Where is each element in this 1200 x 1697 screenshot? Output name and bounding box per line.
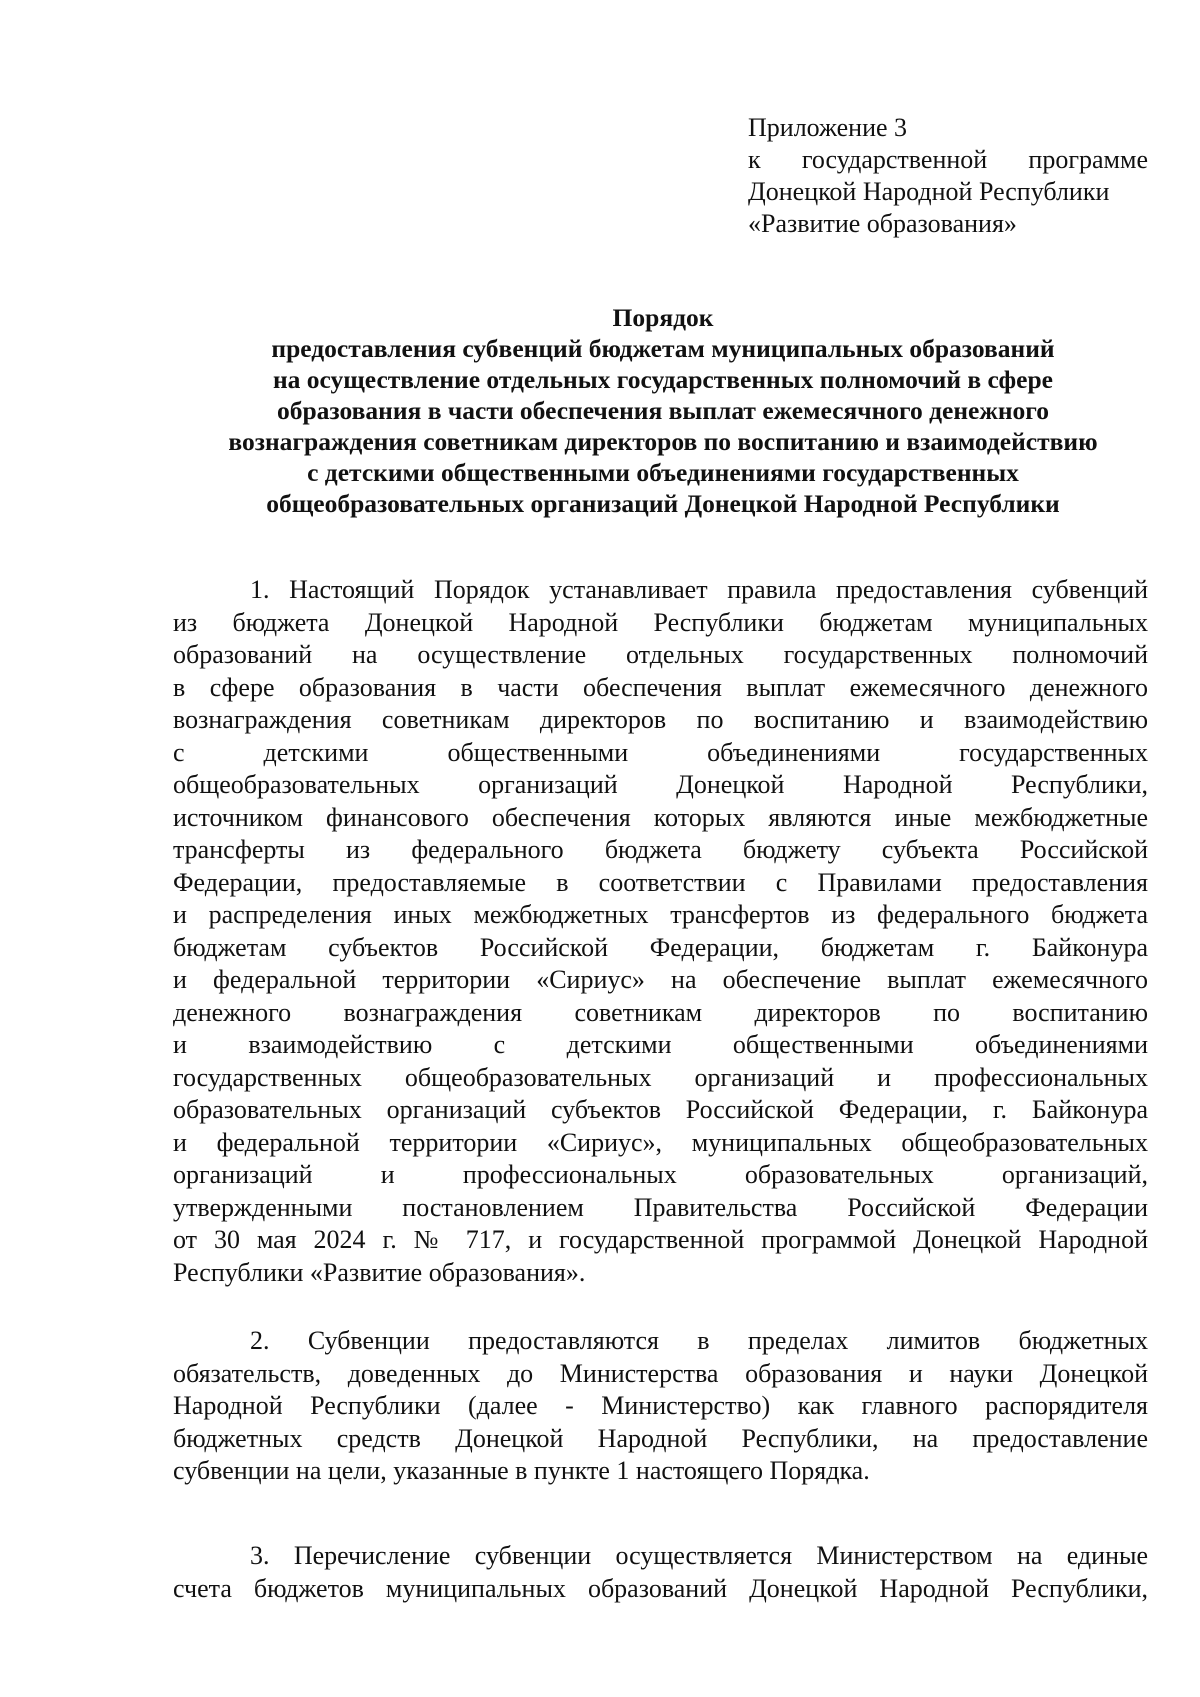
appendix-header [748, 112, 1148, 240]
paragraph-line: в сфере образования в части обеспечения выплат ежемесячного денежного [173, 672, 1148, 702]
paragraph-line: и распределения иных межбюджетных трансфертов из федерального бюджета [173, 900, 1148, 929]
paragraph-line: Республики «Развитие образования». [173, 1257, 586, 1287]
paragraph-line: организаций и профессиональных образовательных организаций, [173, 1160, 1148, 1189]
paragraph-line: бюджетных средств Донецкой Народной Республики, на предоставление [173, 1423, 1148, 1453]
paragraph-line: обязательств, доведенных до Министерства образования и науки Донецкой [173, 1358, 1148, 1388]
appendix-line: Приложение 3 [748, 113, 908, 142]
paragraph-line: 1. Настоящий Порядок устанавливает правила предоставления субвенций [250, 575, 1148, 604]
title-line: Порядок [612, 303, 714, 332]
title-line: вознаграждения советникам директоров по воспитанию и взаимодействию [228, 427, 1098, 456]
paragraph-line: Народной Республики (далее - Министерство) как главного распорядителя [173, 1391, 1148, 1420]
appendix-line: «Развитие образования» [748, 209, 1017, 238]
paragraph-line: и федеральной территории «Сириус», муниципальных общеобразовательных [173, 1127, 1148, 1157]
title-line: образования в части обеспечения выплат ежемесячного денежного [277, 396, 1049, 425]
title-line: на осуществление отдельных государственных полномочий в сфере [272, 365, 1053, 394]
paragraph-line: и федеральной территории «Сириус» на обеспечение выплат ежемесячного [173, 965, 1148, 994]
paragraph-3 [173, 1540, 1148, 1605]
paragraph-1 [173, 574, 1148, 1289]
paragraph-line: Федерации, предоставляемые в соответствии с Правилами предоставления [173, 867, 1148, 897]
paragraph-line: образований на осуществление отдельных государственных полномочий [173, 640, 1148, 669]
appendix-line: Донецкой Народной Республики [748, 177, 1110, 206]
paragraph-line: образовательных организаций субъектов Российской Федерации, г. Байконура [173, 1095, 1148, 1124]
paragraph-line: бюджетам субъектов Российской Федерации, бюджетам г. Байконура [173, 932, 1148, 962]
paragraph-line: и взаимодействию с детскими общественными объединениями [173, 1030, 1148, 1059]
title-line: общеобразовательных организаций Донецкой Народной Республики [266, 489, 1060, 518]
paragraph-line: от 30 мая 2024 г. № 717, и государственной программой Донецкой Народной [173, 1225, 1148, 1254]
document-title [150, 302, 1176, 519]
paragraph-line: из бюджета Донецкой Народной Республики бюджетам муниципальных [173, 607, 1148, 637]
paragraph-line: с детскими общественными объединениями государственных [173, 737, 1148, 767]
paragraph-line: счета бюджетов муниципальных образований Донецкой Народной Республики, [173, 1573, 1148, 1603]
paragraph-line: вознаграждения советникам директоров по воспитанию и взаимодействию [173, 705, 1148, 734]
paragraph-line: субвенции на цели, указанные в пункте 1 настоящего Порядка. [173, 1456, 870, 1485]
paragraph-line: общеобразовательных организаций Донецкой Народной Республики, [173, 770, 1148, 799]
paragraph-line: денежного вознаграждения советникам директоров по воспитанию [173, 997, 1148, 1027]
title-line: с детскими общественными объединениями государственных [307, 458, 1019, 487]
appendix-line: к государственной программе [748, 145, 1148, 174]
paragraph-2 [173, 1325, 1148, 1488]
paragraph-line: трансферты из федерального бюджета бюджету субъекта Российской [173, 835, 1148, 864]
paragraph-line: государственных общеобразовательных организаций и профессиональных [173, 1062, 1148, 1092]
title-line: предоставления субвенций бюджетам муниципальных образований [271, 334, 1055, 363]
paragraph-line: 3. Перечисление субвенции осуществляется Министерством на единые [250, 1541, 1148, 1570]
paragraph-line: 2. Субвенции предоставляются в пределах лимитов бюджетных [250, 1326, 1148, 1355]
paragraph-line: источником финансового обеспечения которых являются иные межбюджетные [173, 802, 1148, 832]
paragraph-line: утвержденными постановлением Правительства Российской Федерации [173, 1192, 1148, 1222]
